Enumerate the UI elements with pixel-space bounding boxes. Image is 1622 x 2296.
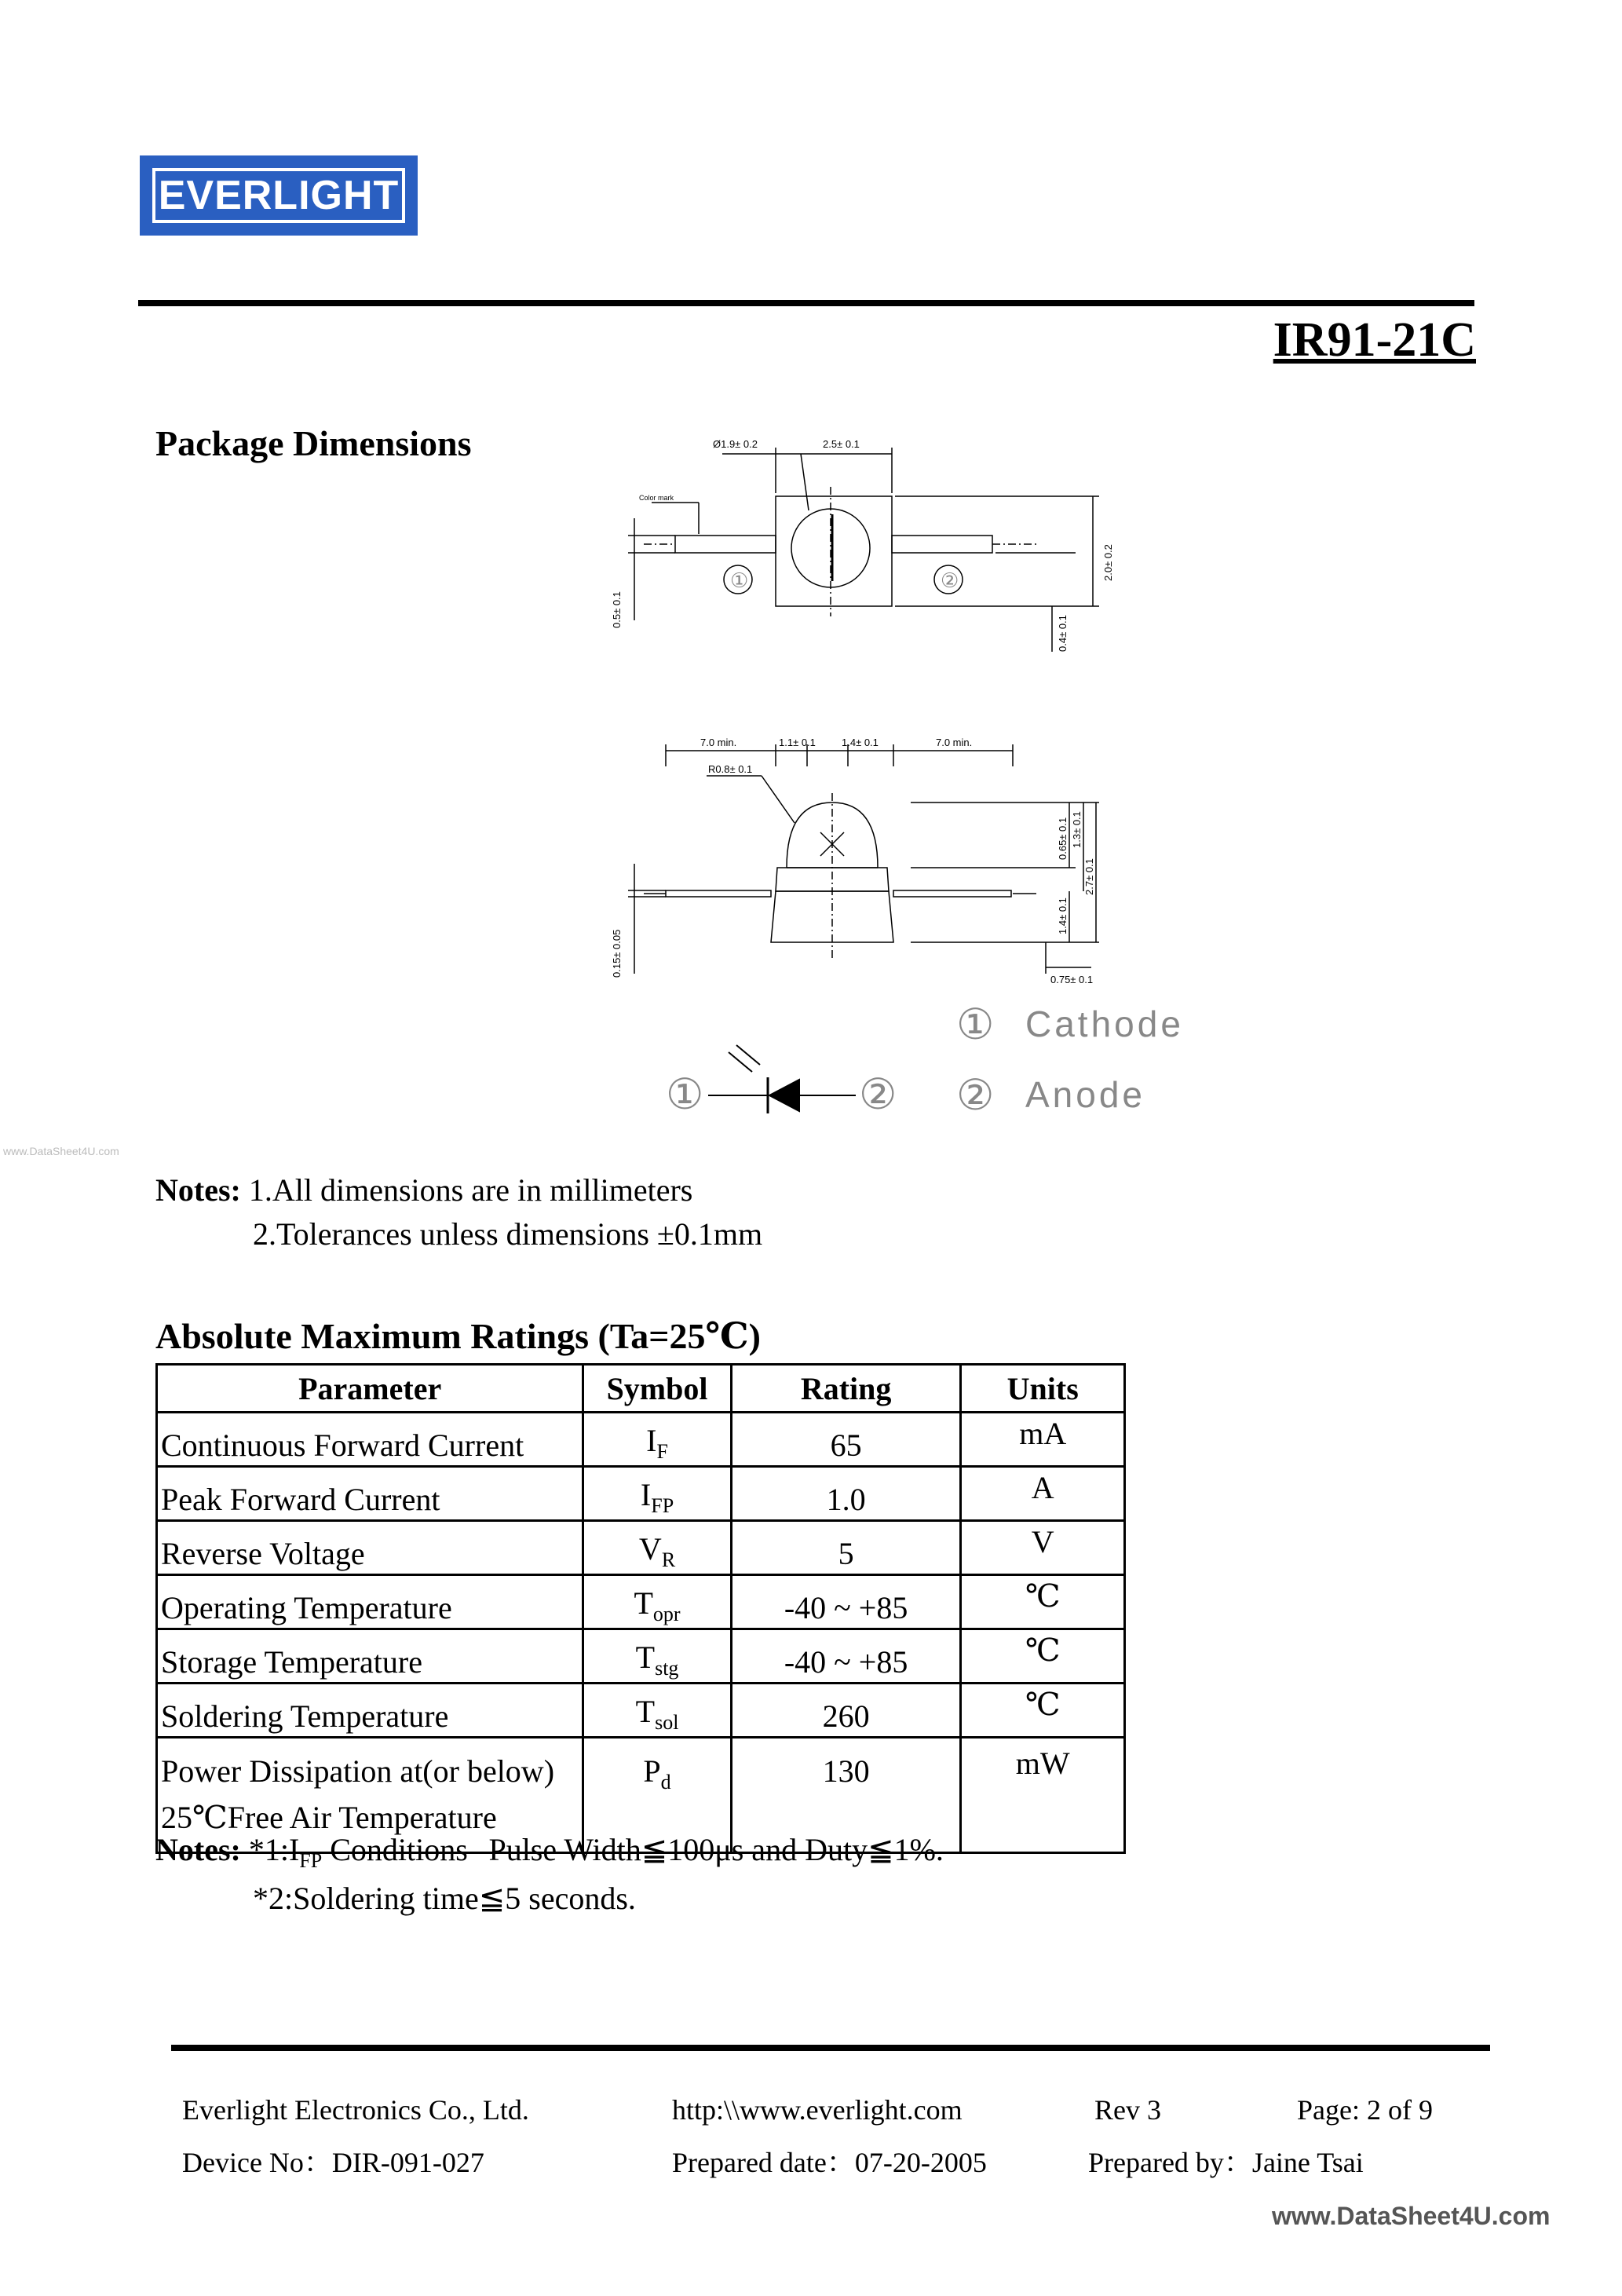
cell-unit: V bbox=[961, 1521, 1125, 1575]
header-rating: Rating bbox=[731, 1365, 961, 1413]
part-number: IR91-21C bbox=[1273, 313, 1476, 367]
ratings-title: Absolute Maximum Ratings (Ta=25℃) bbox=[155, 1316, 761, 1356]
cell-rating: -40 ~ +85 bbox=[731, 1629, 961, 1684]
table-row bbox=[157, 1413, 1125, 1467]
cell-parameter: Reverse Voltage bbox=[157, 1521, 583, 1575]
legend-pin1: ① bbox=[956, 1001, 995, 1048]
notes1-text1: 1.All dimensions are in millimeters bbox=[248, 1172, 693, 1208]
package-dimension-drawing bbox=[597, 424, 1209, 1131]
cell-rating: -40 ~ +85 bbox=[731, 1575, 961, 1629]
watermark-bottom: www.DataSheet4U.com bbox=[1272, 2202, 1551, 2230]
notes1-line1 bbox=[155, 1172, 692, 1208]
dim-side-a: 1.1± 0.1 bbox=[779, 737, 816, 748]
cell-rating: 5 bbox=[731, 1521, 961, 1575]
cell-symbol: $V_R$ bbox=[583, 1521, 731, 1575]
top-view-pin1: ① bbox=[730, 569, 749, 592]
diode-pin1: ① bbox=[666, 1071, 704, 1118]
footer-url[interactable]: http:\\www.everlight.com bbox=[672, 2094, 963, 2126]
cell-unit: mA bbox=[961, 1413, 1125, 1467]
notes2-line2: *2:Soldering time≦5 seconds. bbox=[253, 1881, 636, 1916]
dim-lead-offset: 0.4± 0.1 bbox=[1057, 615, 1069, 652]
table-row bbox=[157, 1684, 1125, 1738]
table-row bbox=[157, 1629, 1125, 1684]
legend-pin2: ② bbox=[956, 1072, 995, 1119]
everlight-logo bbox=[140, 155, 418, 236]
dim-side-total: 2.7± 0.1 bbox=[1083, 858, 1095, 895]
dim-color-mark: Color mark bbox=[639, 494, 674, 502]
cell-parameter: Power Dissipation at(or below) 25℃Free Air Temperature bbox=[157, 1738, 583, 1853]
cell-parameter: Storage Temperature bbox=[157, 1629, 583, 1684]
footer-company: Everlight Electronics Co., Ltd. bbox=[182, 2094, 529, 2126]
header-parameter: Parameter bbox=[157, 1365, 583, 1413]
package-dimensions-title: Package Dimensions bbox=[155, 423, 472, 463]
watermark-left: www.DataSheet4U.com bbox=[3, 1145, 119, 1157]
legend-cathode: Cathode bbox=[1025, 1004, 1184, 1044]
top-view-body bbox=[776, 496, 892, 606]
cell-symbol: $T_{sol}$ bbox=[583, 1684, 731, 1738]
table-row bbox=[157, 1521, 1125, 1575]
top-view-pin2: ② bbox=[941, 569, 959, 592]
cell-symbol: $T_{opr}$ bbox=[583, 1575, 731, 1629]
notes1-label: Notes: bbox=[155, 1172, 241, 1208]
dim-lead-thickness: 0.15± 0.05 bbox=[611, 929, 623, 978]
cell-unit: ℃ bbox=[961, 1575, 1125, 1629]
dim-lead-right: 7.0 min. bbox=[936, 737, 973, 748]
header-rule bbox=[138, 300, 1474, 306]
cell-symbol: $T_{stg}$ bbox=[583, 1629, 731, 1684]
cell-parameter: Peak Forward Current bbox=[157, 1467, 583, 1521]
dim-side-b: 1.4± 0.1 bbox=[842, 737, 879, 748]
footer-rev: Rev 3 bbox=[1094, 2094, 1161, 2126]
ratings-header-row bbox=[157, 1365, 1125, 1413]
header-units: Units bbox=[961, 1365, 1125, 1413]
dim-body-height: 2.0± 0.2 bbox=[1102, 544, 1114, 581]
cell-unit: ℃ bbox=[961, 1629, 1125, 1684]
cell-rating: 130 bbox=[731, 1738, 961, 1853]
dim-side-d: 1.3± 0.1 bbox=[1071, 811, 1083, 848]
notes2-label: Notes: bbox=[155, 1832, 241, 1867]
cell-symbol: $P_d$ bbox=[583, 1738, 731, 1853]
ir-diode-symbol bbox=[708, 1045, 856, 1113]
dim-lens-diameter: Ø1.9± 0.2 bbox=[713, 438, 758, 450]
table-row bbox=[157, 1467, 1125, 1521]
cell-parameter: Operating Temperature bbox=[157, 1575, 583, 1629]
cell-rating: 260 bbox=[731, 1684, 961, 1738]
dim-body-width: 2.5± 0.1 bbox=[823, 438, 860, 450]
cell-unit: A bbox=[961, 1467, 1125, 1521]
footer-device: Device No：DIR-091-027 bbox=[182, 2147, 484, 2178]
logo-text: EVERLIGHT bbox=[152, 168, 405, 223]
dim-lead-width: 0.5± 0.1 bbox=[611, 591, 623, 628]
dim-side-f: 0.75± 0.1 bbox=[1050, 974, 1094, 985]
cell-unit: ℃ bbox=[961, 1684, 1125, 1738]
cell-parameter: Soldering Temperature bbox=[157, 1684, 583, 1738]
diode-pin2: ② bbox=[859, 1071, 897, 1118]
dim-side-c: 0.65± 0.1 bbox=[1057, 817, 1069, 860]
cell-unit: mW bbox=[961, 1738, 1125, 1853]
legend-anode: Anode bbox=[1025, 1074, 1146, 1115]
footer-prepared-date: Prepared date：07-20-2005 bbox=[672, 2147, 987, 2178]
header-symbol: Symbol bbox=[583, 1365, 731, 1413]
cell-symbol: $I_{FP}$ bbox=[583, 1467, 731, 1521]
cell-parameter: Continuous Forward Current bbox=[157, 1413, 583, 1467]
footer-rule bbox=[171, 2045, 1490, 2051]
dim-side-e: 1.4± 0.1 bbox=[1057, 898, 1069, 934]
cell-symbol: $I_F$ bbox=[583, 1413, 731, 1467]
dim-lead-left: 7.0 min. bbox=[700, 737, 737, 748]
cell-rating: 1.0 bbox=[731, 1467, 961, 1521]
notes1-line2: 2.Tolerances unless dimensions ±0.1mm bbox=[253, 1216, 763, 1252]
cell-rating: 65 bbox=[731, 1413, 961, 1467]
footer-prepared-by: Prepared by：Jaine Tsai bbox=[1088, 2147, 1364, 2178]
notes2-line1: Notes: $*1:I_{FP}$ Conditions--Pulse Width≦100μs and Duty≦1%. bbox=[155, 1832, 944, 1872]
ratings-table bbox=[155, 1363, 1126, 1854]
table-row bbox=[157, 1575, 1125, 1629]
footer-page: Page: 2 of 9 bbox=[1297, 2094, 1433, 2126]
dim-radius: R0.8± 0.1 bbox=[708, 763, 753, 775]
